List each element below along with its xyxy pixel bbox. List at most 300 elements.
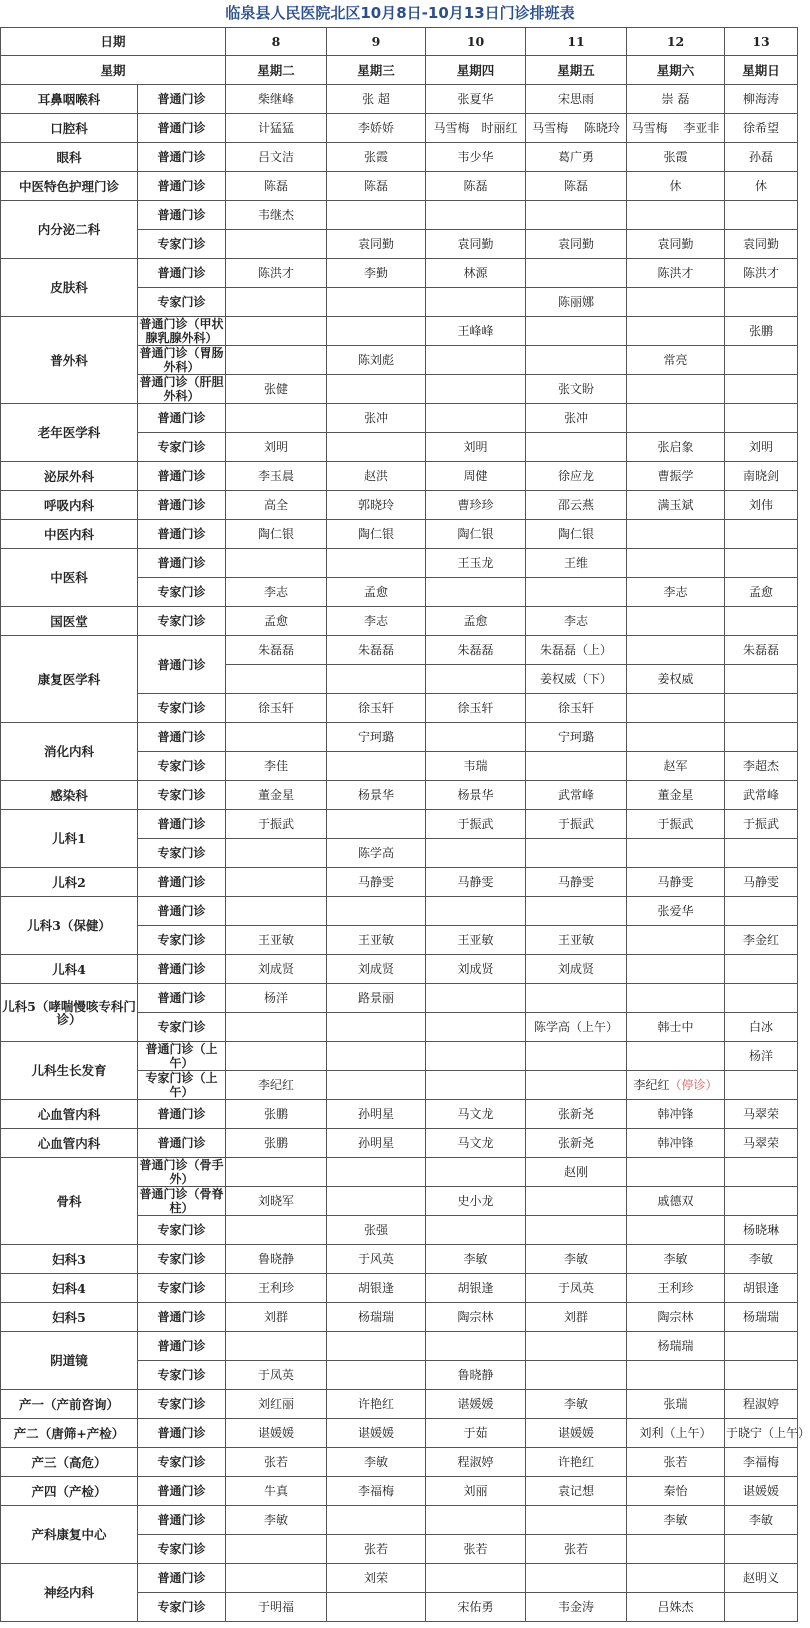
- page-title: 临泉县人民医院北区10月8日-10月13日门诊排班表: [225, 4, 575, 22]
- doctor-cell: [426, 346, 526, 375]
- doctor-cell: 李玉晨: [226, 462, 327, 491]
- department-name: 妇科4: [1, 1274, 138, 1303]
- doctor-cell: [226, 665, 327, 694]
- clinic-type: 专家门诊: [138, 1245, 226, 1274]
- clinic-type: 普通门诊: [138, 984, 226, 1013]
- doctor-cell: 吕文洁: [226, 143, 327, 172]
- clinic-type: 普通门诊（甲状腺乳腺外科）: [139, 317, 224, 345]
- doctor-cell: 韩冲锋: [627, 1100, 725, 1129]
- doctor-cell: [627, 694, 725, 723]
- doctor-cell: [327, 433, 426, 462]
- doctor-cell: [327, 1361, 426, 1390]
- doctor-cell: 杨瑞瑞: [327, 1303, 426, 1332]
- department-name: 儿科2: [1, 868, 138, 897]
- doctor-cell: [627, 926, 725, 955]
- doctor-cell: 谌媛媛: [327, 1419, 426, 1448]
- department-name: 感染科: [1, 781, 138, 810]
- doctor-cell: [226, 1158, 327, 1187]
- department-name: 心血管内科: [1, 1129, 138, 1158]
- doctor-cell: [426, 578, 526, 607]
- doctor-name: 李纪红: [633, 1077, 670, 1092]
- clinic-type: 普通门诊: [138, 1506, 226, 1535]
- doctor-cell: [627, 607, 725, 636]
- doctor-cell: [327, 1071, 426, 1100]
- doctor-cell: 朱磊磊: [226, 636, 327, 665]
- department-name: 产二（唐筛+产检）: [1, 1419, 138, 1448]
- doctor-cell: 程淑婷: [725, 1390, 798, 1419]
- doctor-cell: 刘晓军: [226, 1187, 327, 1216]
- doctor-cell: 陈学高（上午）: [526, 1013, 627, 1042]
- schedule-table: [0, 27, 810, 1622]
- doctor-cell: [526, 1361, 627, 1390]
- doctor-cell: [526, 433, 627, 462]
- clinic-type: 普通门诊: [138, 1100, 226, 1129]
- doctor-cell: [226, 346, 327, 375]
- doctor-cell: [226, 839, 327, 868]
- doctor-cell: 张爱华: [627, 897, 725, 926]
- doctor-cell: 张鹏: [725, 317, 798, 346]
- dept-row: [1, 259, 798, 288]
- doctor-cell: [627, 404, 725, 433]
- doctor-cell: [725, 607, 798, 636]
- doctor-cell: 陈刘彪: [327, 346, 426, 375]
- doctor-cell: 常亮: [627, 346, 725, 375]
- clinic-type: 专家门诊: [138, 1013, 226, 1042]
- doctor-cell: 陈磊: [526, 172, 627, 201]
- department-name: 泌尿外科: [1, 462, 138, 491]
- doctor-cell: 张新尧: [526, 1129, 627, 1158]
- doctor-cell: [725, 1187, 798, 1216]
- doctor-cell: 马翠荣: [725, 1129, 798, 1158]
- doctor-cell: 武常峰: [725, 781, 798, 810]
- doctor-cell: 刘荣: [327, 1564, 426, 1593]
- doctor-cell: [627, 1564, 725, 1593]
- weekday-cell: 星期六: [627, 56, 725, 85]
- doctor-cell: 王亚敏: [226, 926, 327, 955]
- doctor-cell: 王利珍: [627, 1274, 725, 1303]
- doctor-cell: 杨瑞瑞: [725, 1303, 798, 1332]
- doctor-cell: [327, 1506, 426, 1535]
- doctor-cell: 周健: [426, 462, 526, 491]
- doctor-cell: 徐玉轩: [526, 694, 627, 723]
- clinic-type: 专家门诊: [138, 926, 226, 955]
- doctor-cell: 武常峰: [526, 781, 627, 810]
- doctor-cell: [426, 201, 526, 230]
- doctor-cell: 孙明星: [327, 1129, 426, 1158]
- doctor-cell: 计猛猛: [226, 114, 327, 143]
- doctor-cell: 王亚敏: [426, 926, 526, 955]
- clinic-type: 普通门诊: [138, 201, 226, 230]
- doctor-cell: 葛广勇: [526, 143, 627, 172]
- dept-row: [1, 520, 798, 549]
- doctor-cell: 杨瑞瑞: [627, 1332, 725, 1361]
- doctor-cell: 徐玉轩: [327, 694, 426, 723]
- doctor-cell: 马雪梅 李亚非: [627, 114, 725, 143]
- doctor-cell: 于振武: [725, 810, 798, 839]
- doctor-cell: 张夏华: [426, 85, 526, 114]
- doctor-cell: 马文龙: [426, 1129, 526, 1158]
- doctor-cell: [627, 955, 725, 984]
- doctor-cell: 姜权威: [627, 665, 725, 694]
- doctor-cell: [526, 317, 627, 346]
- dept-row: [1, 1245, 798, 1274]
- dept-row: [1, 1448, 798, 1477]
- doctor-cell: 于凤英: [526, 1274, 627, 1303]
- doctor-cell: [226, 1332, 327, 1361]
- department-name: 妇科3: [1, 1245, 138, 1274]
- doctor-cell: 高全: [226, 491, 327, 520]
- doctor-cell: [627, 1071, 725, 1100]
- doctor-cell: 谌媛媛: [526, 1419, 627, 1448]
- doctor-cell: [526, 897, 627, 926]
- doctor-cell: [725, 549, 798, 578]
- clinic-type: 普通门诊: [138, 955, 226, 984]
- doctor-cell: 于振武: [426, 810, 526, 839]
- doctor-cell: [627, 1216, 725, 1245]
- doctor-cell: [226, 317, 327, 346]
- doctor-cell: 张启象: [627, 433, 725, 462]
- dept-row: [1, 143, 798, 172]
- dept-row: [1, 1042, 798, 1071]
- clinic-type: 专家门诊: [138, 230, 226, 259]
- doctor-cell: 孟愈: [725, 578, 798, 607]
- dept-row: [1, 201, 798, 230]
- doctor-cell: 李纪红: [226, 1071, 327, 1100]
- doctor-cell: [327, 201, 426, 230]
- department-name: 中医内科: [1, 520, 138, 549]
- doctor-cell: 李志: [327, 607, 426, 636]
- doctor-cell: 袁同勤: [426, 230, 526, 259]
- doctor-cell: 张鹏: [226, 1129, 327, 1158]
- doctor-cell: 李敏: [627, 1245, 725, 1274]
- clinic-type: 专家门诊: [138, 1361, 226, 1390]
- department-name: 儿科4: [1, 955, 138, 984]
- doctor-cell: 马文龙: [426, 1100, 526, 1129]
- clinic-type: 专家门诊: [138, 1448, 226, 1477]
- dept-row: [1, 781, 798, 810]
- doctor-cell: 史小龙: [426, 1187, 526, 1216]
- doctor-cell: 张新尧: [526, 1100, 627, 1129]
- doctor-cell: 陈洪才: [725, 259, 798, 288]
- doctor-cell: [526, 984, 627, 1013]
- doctor-cell: 杨晓琳: [725, 1216, 798, 1245]
- doctor-cell: 袁同勤: [526, 230, 627, 259]
- doctor-cell: [426, 1158, 526, 1187]
- clinic-type: 普通门诊: [138, 1419, 226, 1448]
- doctor-cell: 朱磊磊: [725, 636, 798, 665]
- doctor-cell: 于振武: [526, 810, 627, 839]
- doctor-cell: [725, 346, 798, 375]
- doctor-cell: 胡银逢: [426, 1274, 526, 1303]
- doctor-cell: 柴继峰: [226, 85, 327, 114]
- doctor-cell: [526, 1564, 627, 1593]
- doctor-cell: 休: [627, 172, 725, 201]
- doctor-cell: 马静雯: [725, 868, 798, 897]
- doctor-cell: [226, 1564, 327, 1593]
- doctor-cell: [426, 375, 526, 404]
- doctor-cell: 马静雯: [327, 868, 426, 897]
- clinic-type: 普通门诊: [138, 462, 226, 491]
- doctor-cell: 陈磊: [426, 172, 526, 201]
- doctor-cell: 吕姝杰: [627, 1593, 725, 1622]
- department-name: 心血管内科: [1, 1100, 138, 1129]
- doctor-cell: 鲁晓静: [226, 1245, 327, 1274]
- doctor-cell: 刘明: [426, 433, 526, 462]
- doctor-cell: [725, 404, 798, 433]
- department-name: 口腔科: [1, 114, 138, 143]
- date-cell: 10: [426, 28, 526, 56]
- doctor-cell: [627, 317, 725, 346]
- clinic-type: 专家门诊: [138, 839, 226, 868]
- dept-row: [1, 172, 798, 201]
- doctor-cell: [226, 1042, 327, 1071]
- department-name: 儿科3（保健）: [1, 897, 138, 955]
- doctor-cell: [627, 549, 725, 578]
- clinic-type: 普通门诊: [138, 723, 226, 752]
- doctor-cell: 满玉斌: [627, 491, 725, 520]
- doctor-cell: 刘伟: [725, 491, 798, 520]
- clinic-type: 普通门诊（骨脊柱）: [139, 1187, 224, 1215]
- department-name: 眼科: [1, 143, 138, 172]
- doctor-cell: 韦继杰: [226, 201, 327, 230]
- doctor-cell: 于茹: [426, 1419, 526, 1448]
- doctor-cell: 刘群: [526, 1303, 627, 1332]
- doctor-cell: 李敏: [226, 1506, 327, 1535]
- doctor-cell: 董金星: [226, 781, 327, 810]
- department-name: 耳鼻咽喉科: [1, 85, 138, 114]
- doctor-cell: 马静雯: [627, 868, 725, 897]
- doctor-cell: 休: [725, 172, 798, 201]
- doctor-cell: 张 超: [327, 85, 426, 114]
- doctor-cell: [327, 317, 426, 346]
- doctor-cell: 林源: [426, 259, 526, 288]
- doctor-cell: [725, 955, 798, 984]
- clinic-type: 专家门诊（上午）: [138, 1071, 226, 1100]
- dept-row: [1, 636, 798, 665]
- doctor-cell: 宁珂璐: [526, 723, 627, 752]
- doctor-cell: [426, 1506, 526, 1535]
- doctor-cell: [526, 1216, 627, 1245]
- clinic-type: 专家门诊: [138, 578, 226, 607]
- dept-row: [1, 810, 798, 839]
- clinic-type: 普通门诊: [138, 810, 226, 839]
- clinic-type: 专家门诊: [138, 694, 226, 723]
- doctor-cell: 王玉龙: [426, 549, 526, 578]
- doctor-cell: 许艳红: [526, 1448, 627, 1477]
- doctor-cell: [627, 723, 725, 752]
- doctor-cell: 刘成贤: [226, 955, 327, 984]
- date-header-label: 日期: [1, 28, 226, 56]
- doctor-cell: [627, 636, 725, 665]
- weekday-cell: 星期四: [426, 56, 526, 85]
- doctor-cell: [327, 1332, 426, 1361]
- doctor-cell: 孟愈: [226, 607, 327, 636]
- dept-row: [1, 404, 798, 433]
- doctor-cell: 张文盼: [526, 375, 627, 404]
- date-cell: 13: [725, 28, 798, 56]
- doctor-cell: [426, 984, 526, 1013]
- doctor-cell: [426, 288, 526, 317]
- doctor-cell: [526, 578, 627, 607]
- doctor-cell: [426, 1042, 526, 1071]
- doctor-cell: [226, 230, 327, 259]
- doctor-cell: [327, 1158, 426, 1187]
- doctor-cell: 张若: [426, 1535, 526, 1564]
- clinic-type: 普通门诊: [138, 1477, 226, 1506]
- doctor-cell: [327, 549, 426, 578]
- dept-row: [1, 462, 798, 491]
- dept-row: [1, 897, 798, 926]
- clinic-type: 普通门诊: [138, 1564, 226, 1593]
- doctor-cell: 李敏: [725, 1245, 798, 1274]
- doctor-cell: [627, 1535, 725, 1564]
- doctor-cell: [725, 1361, 798, 1390]
- clinic-type: 专家门诊: [138, 1216, 226, 1245]
- doctor-cell: 赵军: [627, 752, 725, 781]
- doctor-cell: 马翠荣: [725, 1100, 798, 1129]
- department-name: 阴道镜: [1, 1332, 138, 1390]
- doctor-cell: [725, 839, 798, 868]
- doctor-cell: [526, 1187, 627, 1216]
- doctor-cell: 白冰: [725, 1013, 798, 1042]
- doctor-cell: 韩冲锋: [627, 1129, 725, 1158]
- doctor-cell: [226, 288, 327, 317]
- doctor-cell: [327, 810, 426, 839]
- clinic-type: 普通门诊: [138, 636, 226, 694]
- clinic-type: 普通门诊: [138, 520, 226, 549]
- weekday-cell: 星期三: [327, 56, 426, 85]
- doctor-cell: 陈磊: [226, 172, 327, 201]
- date-cell: 12: [627, 28, 725, 56]
- dept-row: [1, 114, 798, 143]
- doctor-cell: [627, 984, 725, 1013]
- doctor-cell: 张若: [627, 1448, 725, 1477]
- doctor-cell: [725, 1158, 798, 1187]
- date-row: [1, 28, 798, 56]
- doctor-cell: [226, 404, 327, 433]
- doctor-cell: [426, 897, 526, 926]
- doctor-cell: 王利珍: [226, 1274, 327, 1303]
- doctor-cell: 陈丽娜: [526, 288, 627, 317]
- doctor-cell: 宋佑勇: [426, 1593, 526, 1622]
- dept-row: [1, 723, 798, 752]
- doctor-cell: 朱磊磊: [426, 636, 526, 665]
- dept-row: [1, 1274, 798, 1303]
- doctor-cell: [426, 839, 526, 868]
- doctor-cell: [226, 723, 327, 752]
- doctor-cell: 袁记想: [526, 1477, 627, 1506]
- doctor-cell: 于明福: [226, 1593, 327, 1622]
- dept-row: [1, 607, 798, 636]
- doctor-cell: 赵洪: [327, 462, 426, 491]
- doctor-cell: 杨景华: [426, 781, 526, 810]
- date-cell: 11: [526, 28, 627, 56]
- dept-row: [1, 1390, 798, 1419]
- doctor-cell: [426, 1564, 526, 1593]
- doctor-cell: [627, 375, 725, 404]
- doctor-cell: [725, 897, 798, 926]
- doctor-cell: 孟愈: [426, 607, 526, 636]
- doctor-cell: 韦金涛: [526, 1593, 627, 1622]
- doctor-cell: 刘成贤: [526, 955, 627, 984]
- doctor-cell: [327, 1042, 426, 1071]
- doctor-cell: [226, 1013, 327, 1042]
- doctor-cell: 杨洋: [226, 984, 327, 1013]
- doctor-cell: [526, 259, 627, 288]
- dept-row: [1, 317, 798, 346]
- doctor-cell: 于晓宁（上午）: [725, 1419, 798, 1448]
- department-name: 皮肤科: [1, 259, 138, 317]
- doctor-cell: [426, 1013, 526, 1042]
- doctor-cell: 于风英: [327, 1245, 426, 1274]
- weekday-cell: 星期二: [226, 56, 327, 85]
- doctor-cell: 朱磊磊: [327, 636, 426, 665]
- doctor-cell: [426, 723, 526, 752]
- clinic-type: 专家门诊: [138, 752, 226, 781]
- doctor-cell: 杨洋: [725, 1042, 798, 1071]
- doctor-cell: [226, 897, 327, 926]
- date-cell: 9: [327, 28, 426, 56]
- doctor-cell: 王亚敏: [327, 926, 426, 955]
- doctor-cell: 陈学高: [327, 839, 426, 868]
- clinic-type: 普通门诊: [138, 1332, 226, 1361]
- doctor-cell: [226, 1535, 327, 1564]
- doctor-cell: 李勤: [327, 259, 426, 288]
- doctor-cell: [526, 201, 627, 230]
- clinic-type: 普通门诊: [138, 85, 226, 114]
- doctor-cell: [627, 288, 725, 317]
- department-name: 妇科5: [1, 1303, 138, 1332]
- doctor-cell: 路景丽: [327, 984, 426, 1013]
- weekday-cell: 星期五: [526, 56, 627, 85]
- doctor-cell: 于振武: [627, 810, 725, 839]
- doctor-cell: 张瑞: [627, 1390, 725, 1419]
- department-name: 产四（产检）: [1, 1477, 138, 1506]
- doctor-cell: 谌媛媛: [426, 1390, 526, 1419]
- doctor-cell: [725, 984, 798, 1013]
- doctor-cell: [426, 404, 526, 433]
- doctor-cell: 马静雯: [426, 868, 526, 897]
- doctor-cell: 李敏: [327, 1448, 426, 1477]
- doctor-cell: 曹珍珍: [426, 491, 526, 520]
- doctor-cell: 张鹏: [226, 1100, 327, 1129]
- doctor-cell: [526, 1042, 627, 1071]
- doctor-cell: 陈磊: [327, 172, 426, 201]
- dept-row: [1, 955, 798, 984]
- doctor-cell: [627, 839, 725, 868]
- doctor-cell: [627, 201, 725, 230]
- clinic-type: 专家门诊: [138, 1535, 226, 1564]
- doctor-cell: 孙磊: [725, 143, 798, 172]
- department-name: 儿科1: [1, 810, 138, 868]
- doctor-cell: 刘群: [226, 1303, 327, 1332]
- dept-row: [1, 984, 798, 1013]
- clinic-type: 普通门诊（骨手外）: [139, 1158, 224, 1186]
- suspended-note: （停诊）: [669, 1077, 718, 1092]
- department-name: 国医堂: [1, 607, 138, 636]
- doctor-cell: [327, 1013, 426, 1042]
- doctor-cell: 王峰峰: [426, 317, 526, 346]
- doctor-cell: 马静雯: [526, 868, 627, 897]
- doctor-cell: 宋思雨: [526, 85, 627, 114]
- doctor-cell: 李敏: [526, 1245, 627, 1274]
- doctor-cell: 陶宗林: [426, 1303, 526, 1332]
- doctor-cell: 牛真: [226, 1477, 327, 1506]
- doctor-cell: 曹振学: [627, 462, 725, 491]
- doctor-cell: 李志: [226, 578, 327, 607]
- doctor-cell: 王维: [526, 549, 627, 578]
- dept-row: [1, 85, 798, 114]
